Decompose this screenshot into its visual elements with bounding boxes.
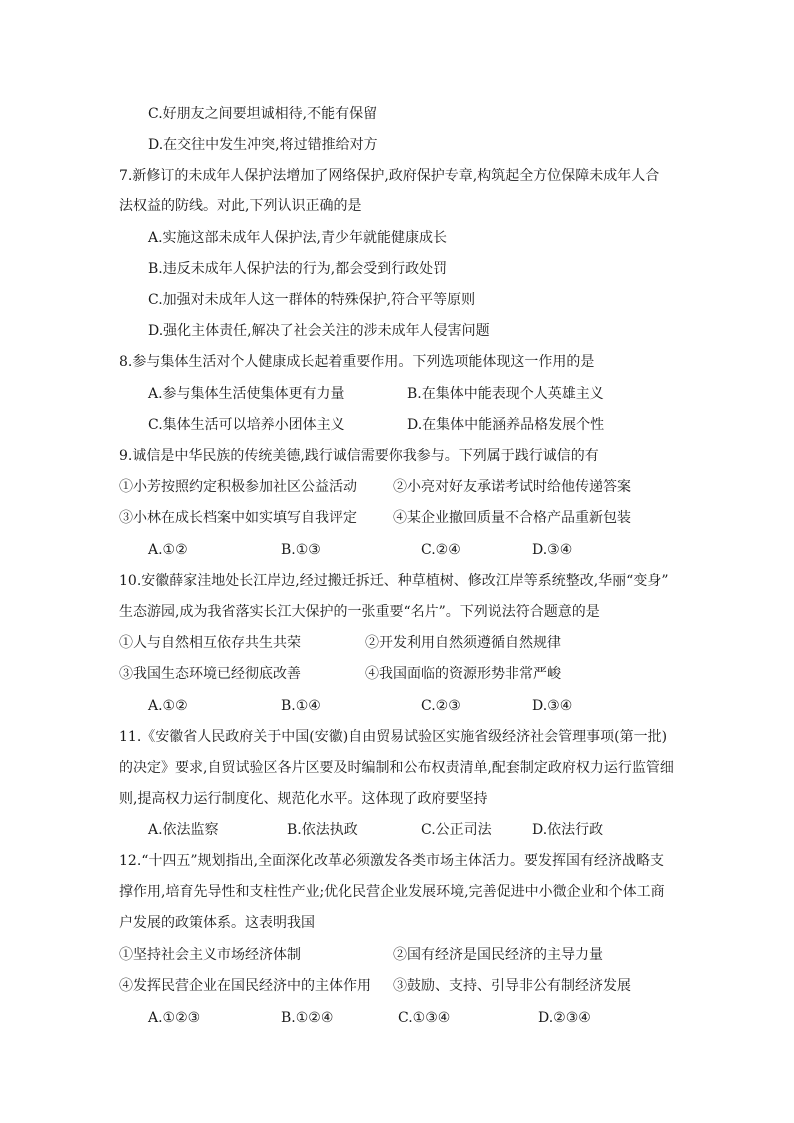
q7-option-a: A.实施这部未成年人保护法,青少年就能健康成长 (148, 230, 448, 246)
q12-option-b: B.①②④ (281, 1010, 334, 1026)
q10-option-d: D.③④ (532, 698, 573, 714)
q12-statement-1: ①坚持社会主义市场经济体制 (119, 947, 301, 963)
q10-statement-1: ①人与自然相互依存共生共荣 (119, 635, 301, 651)
q9-stem: 9.诚信是中华民族的传统美德,践行诚信需要你我参与。下列属于践行诚信的有 (119, 448, 599, 464)
q12-stem-line-3: 户发展的政策体系。这表明我国 (119, 915, 315, 931)
q8-option-a: A.参与集体生活使集体更有力量 (148, 386, 345, 402)
q7-option-d: D.强化主体责任,解决了社会关注的涉未成年人侵害问题 (148, 323, 490, 339)
q9-option-a: A.①② (148, 542, 188, 558)
q11-stem-line-1: 11.《安徽省人民政府关于中国(安徽)自由贸易试验区实施省级经济社会管理事项(第一批) (119, 729, 668, 745)
q7-option-c: C.加强对未成年人这一群体的特殊保护,符合平等原则 (148, 292, 476, 308)
q12-stem-line-2: 撑作用,培育先导性和支柱性产业;优化民营企业发展环境,完善促进中小微企业和个体工商 (119, 884, 665, 900)
q7-stem-line-1: 7.新修订的未成年人保护法增加了网络保护,政府保护专章,构筑起全方位保障未成年人合 (119, 168, 660, 184)
q12-statement-4: ④发挥民营企业在国民经济中的主体作用 (119, 978, 371, 994)
q10-statement-3: ③我国生态环境已经彻底改善 (119, 666, 301, 682)
q11-option-c: C.公正司法 (421, 822, 492, 838)
q12-option-c: C.①③④ (398, 1010, 451, 1026)
q12-statement-3: ③鼓励、支持、引导非公有制经济发展 (393, 978, 631, 994)
q6-option-d: D.在交往中发生冲突,将过错推给对方 (148, 137, 378, 153)
q10-option-b: B.①④ (281, 698, 321, 714)
q8-option-b: B.在集体中能表现个人英雄主义 (407, 386, 604, 402)
q11-stem-line-3: 则,提高权力运行制度化、规范化水平。这体现了政府要坚持 (119, 791, 488, 807)
q9-statement-4: ④某企业撤回质量不合格产品重新包装 (393, 510, 631, 526)
q8-option-c: C.集体生活可以培养小团体主义 (148, 417, 345, 433)
q10-option-c: C.②③ (421, 698, 461, 714)
q9-option-d: D.③④ (532, 542, 573, 558)
q7-stem-line-2: 法权益的防线。对此,下列认识正确的是 (119, 198, 362, 214)
q11-option-b: B.依法执政 (287, 822, 358, 838)
q9-option-b: B.①③ (281, 542, 321, 558)
q11-stem-line-2: 的决定》要求,自贸试验区各片区要及时编制和公布权责清单,配套制定政府权力运行监管细 (119, 760, 674, 776)
q9-option-c: C.②④ (421, 542, 461, 558)
q11-option-a: A.依法监察 (148, 822, 219, 838)
q12-stem-line-1: 12.“十四五”规划指出,全面深化改革必须激发各类市场主体活力。要发挥国有经济战略支 (119, 853, 665, 869)
q10-option-a: A.①② (148, 698, 188, 714)
q10-stem-line-2: 生态游园,成为我省落实长江大保护的一张重要“名片”。下列说法符合题意的是 (119, 604, 600, 620)
q8-option-d: D.在集体中能涵养品格发展个性 (407, 417, 605, 433)
q12-option-a: A.①②③ (148, 1010, 201, 1026)
q10-stem-line-1: 10.安徽薛家洼地处长江岸边,经过搬迁拆迁、种草植树、修改江岸等系统整改,华丽“变身” (119, 573, 669, 589)
q8-stem: 8.参与集体生活对个人健康成长起着重要作用。下列选项能体现这一作用的是 (119, 354, 595, 370)
q12-option-d: D.②③④ (538, 1010, 591, 1026)
q11-option-d: D.依法行政 (532, 822, 604, 838)
q7-option-b: B.违反未成年人保护法的行为,都会受到行政处罚 (148, 261, 448, 277)
q10-statement-2: ②开发利用自然须遵循自然规律 (365, 635, 561, 651)
q12-statement-2: ②国有经济是国民经济的主导力量 (393, 947, 603, 963)
q10-statement-4: ④我国面临的资源形势非常严峻 (365, 666, 561, 682)
q9-statement-1: ①小芳按照约定积极参加社区公益活动 (119, 479, 357, 495)
q9-statement-3: ③小林在成长档案中如实填写自我评定 (119, 510, 357, 526)
q9-statement-2: ②小亮对好友承诺考试时给他传递答案 (393, 479, 631, 495)
q6-option-c: C.好朋友之间要坦诚相待,不能有保留 (148, 106, 378, 122)
